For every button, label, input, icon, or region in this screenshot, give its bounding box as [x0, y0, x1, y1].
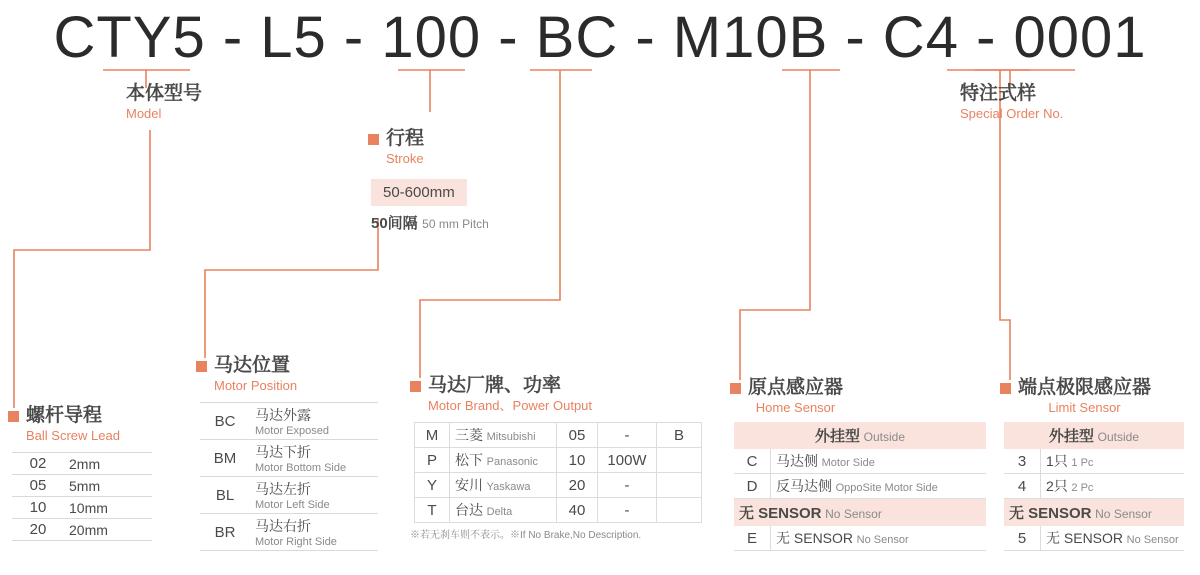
section-home-sensor [730, 377, 986, 551]
special-order-label-cn: 特注式样 [960, 83, 1037, 104]
brand-name: 安川 Yaskawa [450, 473, 557, 498]
home-sensor-value: 马达侧 Motor Side [771, 449, 987, 474]
limit-sensor-header-en: Outside [1097, 430, 1139, 444]
ball-screw-lead-label-en: Ball Screw Lead [26, 428, 120, 443]
home-sensor-value: 反马达侧 OppoSite Motor Side [771, 474, 987, 499]
motor-brand-note: ※若无刹车则不表示。※If No Brake,No Description. [410, 530, 642, 541]
table-row [12, 497, 152, 519]
table-row [12, 453, 152, 475]
section-special-order [960, 83, 1063, 122]
home-sensor-code: C [734, 449, 771, 474]
lead-value: 10mm [64, 497, 152, 519]
home-sensor-code: E [734, 526, 771, 551]
table-row [415, 498, 702, 523]
brand-name: 松下 Panasonic [450, 448, 557, 473]
table-row [12, 519, 152, 541]
table-row [415, 423, 702, 448]
brake-empty [657, 473, 702, 498]
motor-position-value: 马达左折 Motor Left Side [250, 477, 378, 514]
table-row [1004, 499, 1184, 527]
lead-code: 02 [12, 453, 64, 475]
ball-screw-lead-table [12, 452, 152, 541]
section-motor-brand [410, 375, 702, 541]
brand-code: T [415, 498, 450, 523]
section-motor-position [196, 355, 378, 551]
table-row [200, 440, 378, 477]
motor-brand-label-cn: 马达厂牌、功率 [428, 375, 562, 396]
model-label-cn: 本体型号 [126, 83, 203, 104]
table-row [734, 499, 986, 527]
section-stroke [368, 128, 489, 233]
part-number-title: CTY5 - L5 - 100 - BC - M10B - C4 - 0001 [53, 5, 1147, 70]
motor-brand-table [414, 422, 702, 523]
stroke-range-value: 50-600mm [371, 179, 467, 206]
power-code: 05 [557, 423, 598, 448]
table-row [415, 448, 702, 473]
table-row [734, 474, 986, 499]
motor-position-label-en: Motor Position [214, 378, 298, 393]
bullet-square-icon [8, 411, 19, 422]
bullet-square-icon [730, 383, 741, 394]
motor-brand-label-en: Motor Brand、Power Output [428, 398, 593, 413]
limit-sensor-label-cn: 端点极限感应器 [1018, 377, 1152, 398]
lead-code: 20 [12, 519, 64, 541]
table-row [734, 449, 986, 474]
limit-sensor-value: 无 SENSOR No Sensor [1004, 499, 1184, 527]
table-row [734, 526, 986, 551]
home-sensor-value: 无 SENSOR No Sensor [734, 499, 986, 527]
table-row [200, 403, 378, 440]
lead-code: 05 [12, 475, 64, 497]
lead-value: 20mm [64, 519, 152, 541]
limit-sensor-code: 3 [1004, 449, 1041, 474]
table-row [12, 475, 152, 497]
motor-position-code: BC [200, 403, 250, 440]
limit-sensor-table [1004, 422, 1184, 551]
section-model [126, 83, 202, 122]
brake-empty [657, 448, 702, 473]
motor-position-label-cn: 马达位置 [214, 355, 291, 376]
home-sensor-header-en: Outside [863, 430, 905, 444]
home-sensor-label-en: Home Sensor [755, 400, 836, 415]
limit-sensor-value: 2只 2 Pc [1041, 474, 1185, 499]
stroke-label-cn: 行程 [386, 128, 425, 149]
motor-position-value: 马达下折 Motor Bottom Side [250, 440, 378, 477]
power-code: 40 [557, 498, 598, 523]
bullet-square-icon [410, 381, 421, 392]
home-sensor-header-cn: 外挂型 [815, 428, 861, 445]
limit-sensor-code: 5 [1004, 526, 1041, 551]
home-sensor-value: 无 SENSOR No Sensor [771, 526, 987, 551]
home-sensor-header-row [734, 422, 986, 449]
stroke-pitch-cn: 50间隔 [371, 215, 418, 232]
brand-code: P [415, 448, 450, 473]
limit-sensor-header-row [1004, 422, 1184, 449]
motor-position-code: BL [200, 477, 250, 514]
power-code: 10 [557, 448, 598, 473]
table-row [1004, 474, 1184, 499]
lead-value: 2mm [64, 453, 152, 475]
model-label-en: Model [126, 106, 162, 121]
motor-position-code: BR [200, 514, 250, 551]
lead-code: 10 [12, 497, 64, 519]
brand-code: Y [415, 473, 450, 498]
brake-code: B [657, 423, 702, 448]
table-row [200, 477, 378, 514]
stroke-pitch-en: 50 mm Pitch [422, 217, 489, 231]
power-value: - [598, 423, 657, 448]
limit-sensor-code: 4 [1004, 474, 1041, 499]
limit-sensor-label-en: Limit Sensor [1048, 400, 1121, 415]
limit-sensor-value: 1只 1 Pc [1041, 449, 1185, 474]
stroke-label-en: Stroke [386, 151, 424, 166]
table-row [1004, 449, 1184, 474]
table-row [200, 514, 378, 551]
motor-position-value: 马达外露 Motor Exposed [250, 403, 378, 440]
power-code: 20 [557, 473, 598, 498]
lead-value: 5mm [64, 475, 152, 497]
motor-position-table [200, 402, 378, 551]
motor-position-code: BM [200, 440, 250, 477]
ball-screw-lead-label-cn: 螺杆导程 [26, 405, 103, 426]
limit-sensor-value: 无 SENSOR No Sensor [1041, 526, 1185, 551]
brake-empty [657, 498, 702, 523]
limit-sensor-header-cn: 外挂型 [1049, 428, 1095, 445]
power-value: - [598, 473, 657, 498]
brand-name: 三菱 Mitsubishi [450, 423, 557, 448]
section-ball-screw-lead [8, 405, 152, 541]
power-value: - [598, 498, 657, 523]
home-sensor-code: D [734, 474, 771, 499]
power-value: 100W [598, 448, 657, 473]
section-limit-sensor [1000, 377, 1184, 551]
home-sensor-label-cn: 原点感应器 [748, 377, 844, 398]
bullet-square-icon [1000, 383, 1011, 394]
home-sensor-table [734, 422, 986, 551]
brand-name: 台达 Delta [450, 498, 557, 523]
motor-position-value: 马达右折 Motor Right Side [250, 514, 378, 551]
bullet-square-icon [368, 134, 379, 145]
table-row [1004, 526, 1184, 551]
brand-code: M [415, 423, 450, 448]
special-order-label-en: Special Order No. [960, 106, 1064, 121]
bullet-square-icon [196, 361, 207, 372]
table-row [415, 473, 702, 498]
